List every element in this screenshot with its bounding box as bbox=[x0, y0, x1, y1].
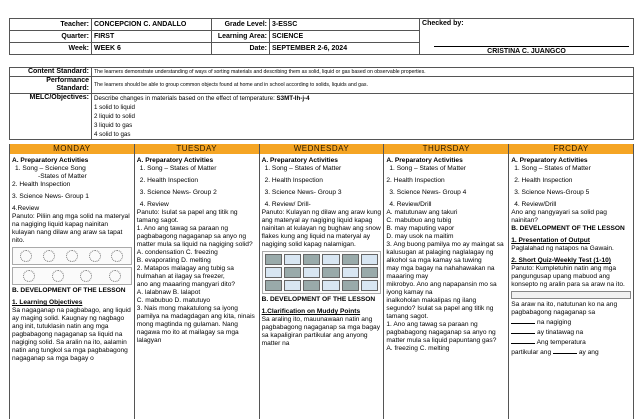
summary-line bbox=[511, 347, 631, 357]
week-label: Week: bbox=[10, 43, 92, 55]
section-development: B. DEVELOPMENT OF THE LESSON bbox=[12, 287, 126, 294]
activity-image-grid bbox=[262, 251, 382, 294]
choice-text: D. may usok na maitim bbox=[386, 233, 454, 240]
section-development: B. DEVELOPMENT OF THE LESSON bbox=[511, 225, 625, 232]
day-column-monday bbox=[10, 144, 135, 419]
item-news: 3. Science News- Group 1 bbox=[12, 193, 89, 200]
choice-text: A. lalabnaw B. lalapot bbox=[136, 289, 201, 296]
question-text: 1. Ano ang tawag sa paraan ng pagbabagong nagaganap sa anyo ng matter mula sa liquid papuntang gas? bbox=[386, 321, 497, 344]
picture-icon bbox=[342, 267, 359, 278]
item-song: 1. Song – States of Matter bbox=[139, 165, 217, 172]
molecule-icon bbox=[43, 250, 55, 262]
item-health: 2. Health Inspection bbox=[12, 181, 71, 188]
picture-icon bbox=[322, 254, 339, 265]
item-review-question: Ano ang nangyayari sa solid pag nainitan? bbox=[511, 209, 607, 224]
content-standard-text: The learners demonstrate understanding of ways of sorting materials and describing them as solid, liquid or gas based on observable properties. bbox=[92, 68, 634, 77]
section-preparatory: A. Preparatory Activities bbox=[12, 157, 89, 164]
item-review: 4. Review/ Drill- bbox=[264, 201, 311, 208]
summary-text: Sa araw na ito, natutunan ko na ang pagbabagong nagaganap sa bbox=[511, 301, 618, 316]
choice-text: C. mabubuo ang tubig bbox=[386, 217, 452, 224]
item-song: 1. Song – States of Matter bbox=[264, 165, 342, 172]
day-column-wednesday bbox=[260, 144, 385, 419]
day-column-thursday bbox=[384, 144, 509, 419]
question-text: may mga bagay na nahahawakan na maaaring may bbox=[386, 265, 495, 280]
choice-text: B. may maputing vapor bbox=[386, 225, 455, 232]
section-preparatory: A. Preparatory Activities bbox=[136, 157, 214, 164]
item-instructions: Panuto: Isulat sa papel ang titik ng tamang sagot. bbox=[136, 209, 238, 224]
item-presentation-text: Paglalahad ng natapos na Gawain. bbox=[511, 245, 614, 252]
item-song: 1. Song – Science Song bbox=[15, 165, 86, 172]
question-text: 1. Ano ang tawag sa paraan ng pagbabagong nagaganap sa anyo ng matter mula sa liquid na nagiging solid? bbox=[136, 225, 253, 248]
summary-fragment: partikular ang bbox=[511, 349, 552, 356]
molecule-icon bbox=[66, 250, 78, 262]
melc-item: 3 liquid to gas bbox=[94, 122, 133, 129]
day-header-tuesday: TUESDAY bbox=[135, 144, 259, 154]
molecule-icon bbox=[89, 250, 101, 262]
day-header-friday: FRCDAY bbox=[509, 144, 633, 154]
day-column-friday bbox=[509, 144, 634, 419]
teacher-value: CONCEPCION C. ANDALLO bbox=[92, 19, 212, 31]
picture-icon bbox=[361, 280, 378, 291]
summary-fragment: ay ang bbox=[578, 349, 599, 356]
checked-by-cell bbox=[420, 19, 634, 55]
item-news: 3. Science News-Group 5 bbox=[514, 189, 590, 196]
performance-standard-label: Performance Standard: bbox=[10, 77, 92, 94]
week-value: WEEK 6 bbox=[92, 43, 212, 55]
choice-text: C. mabubuo D. matutuyo bbox=[136, 297, 211, 304]
day-column-tuesday bbox=[135, 144, 260, 419]
checker-name: CRISTINA C. JUANGCO bbox=[487, 48, 566, 55]
word-bank-strip bbox=[511, 291, 631, 299]
item-song: 1. Song – States of Matter bbox=[514, 165, 591, 172]
date-value: SEPTEMBER 2-6, 2024 bbox=[270, 43, 420, 55]
item-health: 2. Health Inspection bbox=[514, 177, 573, 184]
picture-icon bbox=[265, 267, 282, 278]
choice-text: B. evaporating D. melting bbox=[136, 257, 211, 264]
melc-item: 2 liquid to solid bbox=[94, 113, 135, 120]
blank-line bbox=[553, 347, 577, 354]
item-review: 4. Review/Drill bbox=[389, 201, 432, 208]
day-header-wednesday: WEDNESDAY bbox=[260, 144, 384, 154]
melc-title-line bbox=[94, 94, 631, 103]
content-standard-label: Content Standard: bbox=[10, 68, 92, 77]
molecule-icon bbox=[111, 250, 123, 262]
question-text: 3. Nais mong makatulong sa iyong pamilya na madagdagan ang kita, ninais mong magtinda ng gulaman. Nang nagawa mo ito at mailagay sa mga lalagyan bbox=[136, 305, 255, 344]
day-header-monday: MONDAY bbox=[10, 144, 134, 154]
picture-icon bbox=[284, 267, 301, 278]
picture-icon bbox=[361, 267, 378, 278]
choice-text: A. condensation C. freezing bbox=[136, 249, 218, 256]
item-news: 3. Science News- Group 3 bbox=[264, 189, 342, 196]
teacher-label: Teacher: bbox=[10, 19, 92, 31]
quarter-value: FIRST bbox=[92, 31, 212, 43]
molecule-diagram bbox=[12, 247, 132, 265]
grade-label: Grade Level: bbox=[212, 19, 270, 31]
section-preparatory: A. Preparatory Activities bbox=[511, 157, 588, 164]
picture-icon bbox=[303, 254, 320, 265]
picture-icon bbox=[342, 280, 359, 291]
quarter-label: Quarter: bbox=[10, 31, 92, 43]
melc-code: S3MT-Ih-j-4 bbox=[276, 95, 310, 102]
lesson-plan-page bbox=[9, 0, 633, 419]
blank-line bbox=[511, 317, 535, 324]
question-text: 3. Ang buong pamilya mo ay maingat sa kalusugan at palaging naglalagay ng alkohol sa mga kamay sa tuwing bbox=[386, 241, 504, 264]
picture-icon bbox=[265, 280, 282, 291]
learning-area-value: SCIENCE bbox=[270, 31, 420, 43]
grade-value: 3-ESSC bbox=[270, 19, 420, 31]
melc-label: MELC/Objectives: bbox=[10, 94, 92, 140]
blank-line bbox=[511, 327, 535, 334]
molecule-icon bbox=[23, 270, 35, 282]
molecule-icon bbox=[52, 270, 64, 282]
summary-fragment: Ang temperatura bbox=[536, 339, 586, 346]
question-text: inalkoholan makalipas ng ilang segundo? Isulat sa papel ang titik ng tamang sagot. bbox=[386, 297, 494, 320]
summary-line bbox=[511, 327, 631, 337]
header-table bbox=[9, 18, 634, 55]
summary-line bbox=[511, 337, 631, 347]
item-instructions: Panuto: Kulayan ng dilaw ang araw kung ang materyal ay nagiging liquid kapag nainitan at kulayan ng bughaw ang snow flakes kung ang liquid na materyal ay nagiging solid kapag nalamigan. bbox=[261, 209, 382, 248]
day-header-thursday: THURSDAY bbox=[384, 144, 508, 154]
date-label: Date: bbox=[212, 43, 270, 55]
molecule-icon bbox=[109, 270, 121, 282]
weekly-plan-columns bbox=[9, 144, 634, 419]
section-preparatory: A. Preparatory Activities bbox=[261, 157, 338, 164]
question-text: mikrobyo. Ano ang napapansin mo sa iyong kamay na bbox=[386, 281, 497, 296]
item-song-sub: -States of Matter bbox=[38, 173, 87, 180]
item-quiz: 2. Short Quiz-Weekly Test (1-10) bbox=[511, 257, 611, 264]
item-health: 2. Health Inspection bbox=[139, 177, 199, 184]
item-song: 1. Song – States of Matter bbox=[389, 165, 466, 172]
item-quiz-text: Panuto: Kumpletuhin natin ang mga pangungusap upang mabuod ang konsepto ng aralin para sa araw na ito. bbox=[511, 265, 625, 288]
picture-icon bbox=[361, 254, 378, 265]
item-muddy-points: 1.Clarification on Muddy Points bbox=[261, 308, 361, 315]
item-objectives: 1. Learning Objectives bbox=[12, 299, 83, 306]
section-development: B. DEVELOPMENT OF THE LESSON bbox=[261, 296, 376, 303]
picture-icon bbox=[303, 267, 320, 278]
item-health: 2. Health Inspection bbox=[264, 177, 323, 184]
item-news: 3. Science News- Group 2 bbox=[139, 189, 217, 196]
item-review: 4.Review bbox=[12, 205, 40, 212]
item-health: 2. Health Inspection bbox=[386, 177, 445, 184]
melc-item: 4 solid to gas bbox=[94, 131, 131, 138]
melc-cell bbox=[92, 94, 634, 140]
item-news: 3. Science News- Group 4 bbox=[389, 189, 467, 196]
item-instructions: Panuto: Piliin ang mga solid na materyal na nagiging liquid kapag nainitan kulayan nang dilaw ang araw sa tapat nito. bbox=[12, 213, 130, 244]
picture-icon bbox=[322, 267, 339, 278]
picture-icon bbox=[284, 254, 301, 265]
item-presentation: 1. Presentation of Output bbox=[511, 237, 590, 244]
item-objectives-text: Sa nagaganap na pagbabago, ang liquid ay maging solid. Kaugnay ng nagbago ang init, tutuklasin natin ang mga pagbabagong nagaganap sa liquid na nagiging solid. Sa aralin na ito, aalamin natin ang tungkol sa mga pagbabagong nagaganap sa mga bagay o bbox=[12, 307, 131, 362]
choice-text: A. matutunaw ang takuri bbox=[386, 209, 458, 216]
performance-standard-text: The learners should be able to group common objects found at home and in school according to solids, liquids and gas. bbox=[92, 77, 634, 94]
molecule-icon bbox=[20, 250, 32, 262]
melc-title: Describe changes in materials based on the effect of temperature: bbox=[94, 95, 275, 102]
checked-by-label: Checked by: bbox=[422, 20, 464, 27]
item-review: 4. Review bbox=[139, 201, 169, 208]
picture-icon bbox=[342, 254, 359, 265]
blank-line bbox=[511, 337, 535, 344]
question-text: 2. Matapos malagay ang tubig sa hulmahan at ilagay sa freezer, bbox=[136, 265, 234, 280]
molecule-icon bbox=[80, 270, 92, 282]
section-preparatory: A. Preparatory Activities bbox=[386, 157, 463, 164]
summary-fragment: ay tinatawag na bbox=[537, 329, 584, 336]
standards-table bbox=[9, 67, 634, 140]
picture-icon bbox=[322, 280, 339, 291]
picture-icon bbox=[265, 254, 282, 265]
melc-item: 1 solid to liquid bbox=[94, 104, 135, 111]
choice-text: A. freezing C. melting bbox=[386, 345, 450, 352]
summary-fragment: na nagiging bbox=[537, 319, 572, 326]
picture-icon bbox=[303, 280, 320, 291]
question-text: ano ang maaaring mangyari dito? bbox=[136, 281, 236, 288]
item-review: 4. Review/Drill bbox=[514, 201, 557, 208]
learning-area-label: Learning Area: bbox=[212, 31, 270, 43]
item-muddy-points-text: Sa araling ito, mauunawaan natin ang pagbabagong nagaganap sa mga bagay sa kapaligiran partikular ang anyong matter na bbox=[261, 316, 381, 347]
picture-icon bbox=[284, 280, 301, 291]
molecule-diagram bbox=[12, 267, 132, 285]
summary-line bbox=[511, 317, 631, 327]
